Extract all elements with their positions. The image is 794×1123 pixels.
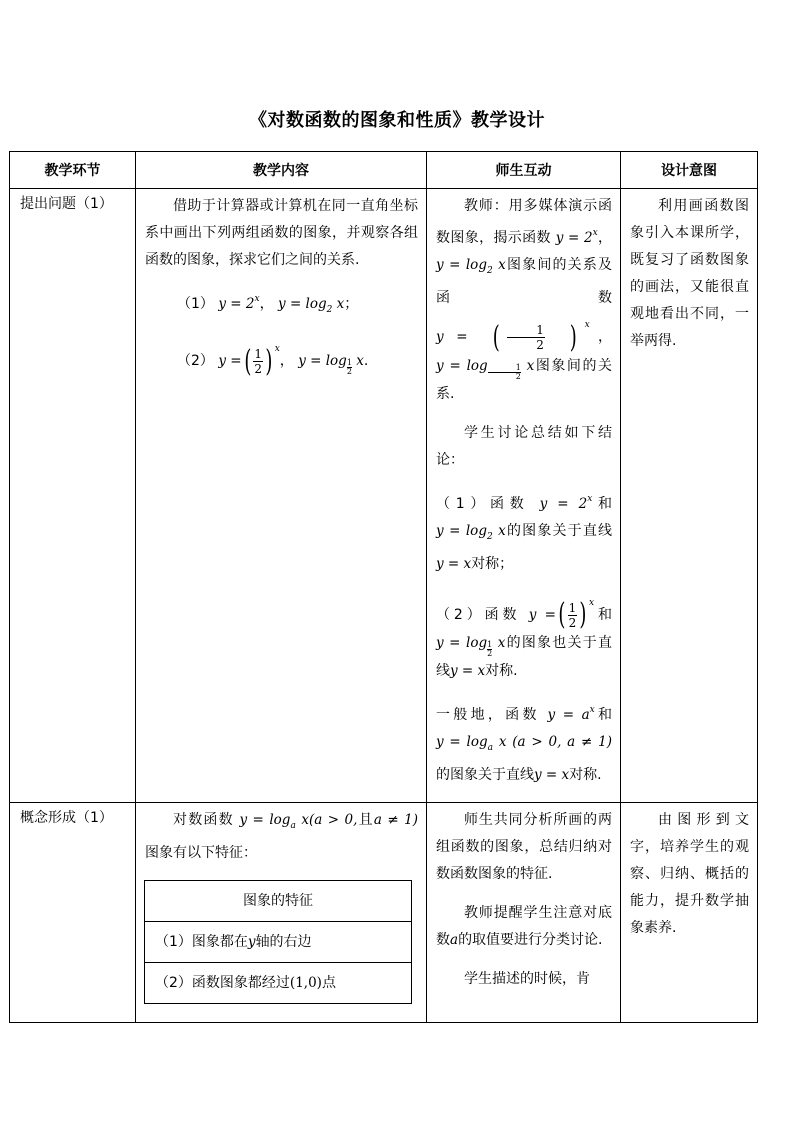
header-interaction: 师生互动 <box>427 152 621 189</box>
content-intro: 对数函数 $y = \log_a x(a > 0$,且a ≠ 1) 图象有以下特征： <box>145 812 419 861</box>
features-header: 图象的特征 <box>145 881 412 922</box>
interaction-paragraph: 教师提醒学生注意对底数a的取值要进行分类讨论. <box>436 905 612 948</box>
stage-cell: 提出问题（1） <box>10 189 136 803</box>
interaction-paragraph: 学生讨论总结如下结论： <box>436 424 612 468</box>
page-title: 《对数函数的图象和性质》教学设计 <box>249 110 545 131</box>
interaction-paragraph: 学生描述的时候，肯 <box>464 971 590 987</box>
interaction-paragraph: （2）函数 y =( $\frac{1}{2}$ ) $^x$和 y = log $\frac{1}{2}$ x的图象也关于直线y = x对称. <box>436 597 613 679</box>
content-cell <box>136 189 427 803</box>
intent-text: 由图形到文字，培养学生的观察、归纳、概括的能力，提升数学抽象素养. <box>630 812 749 936</box>
function-pair-1: （1） $y = 2^x$， $y = \log_2 x$； <box>177 294 359 315</box>
interaction-paragraph: （1）函数 $y = 2^x$和 $y = \log_2 x$的图象关于直线y = x对称； <box>436 493 613 572</box>
function-pair-2: （2） y =( $\frac{1}{2}$ ) $^x$， y = log $\frac{1}{2}$ x. <box>177 343 369 379</box>
header-content: 教学内容 <box>136 152 427 189</box>
features-table <box>144 880 412 1004</box>
interaction-paragraph: 教师：用多媒体演示函数图象，揭示函数 $y = 2^x$， $y = \log_2 x$图象间的关系及函数y = ( $\frac{1}{2}$ ) $^x$， y = log $\frac{1}{2}$ x图象间的关系. <box>436 198 613 402</box>
table-row <box>10 803 758 1023</box>
content-intro: 借助于计算器或计算机在同一直角坐标系中画出下列两组函数的图象，并观察各组函数的图象，探求它们之间的关系. <box>145 198 418 268</box>
interaction-cell <box>427 803 621 1023</box>
feature-item: （1）图象都在y轴的右边 <box>145 922 412 963</box>
lesson-plan-table <box>9 151 758 1023</box>
intent-text: 利用画函数图象引入本课所学，既复习了函数图象的画法，又能很直观地看出不同，一举两得. <box>630 198 749 349</box>
header-intent: 设计意图 <box>621 152 758 189</box>
intent-cell <box>621 803 758 1023</box>
content-cell <box>136 803 427 1023</box>
header-stage: 教学环节 <box>10 152 136 189</box>
interaction-paragraph: 师生共同分析所画的两组函数的图象，总结归纳对数函数图象的特征. <box>436 812 612 882</box>
feature-item: （2）函数图象都经过(1,0)点 <box>145 963 412 1004</box>
interaction-paragraph: 一般地，函数 $y = a^x$和 $y = \log_a x$ (a > 0, a ≠ 1)的图象关于直线y = x对称. <box>436 705 613 783</box>
interaction-cell <box>427 189 621 803</box>
table-row <box>10 189 758 803</box>
stage-cell: 概念形成（1） <box>10 803 136 1023</box>
table-header-row <box>10 152 758 189</box>
intent-cell <box>621 189 758 803</box>
